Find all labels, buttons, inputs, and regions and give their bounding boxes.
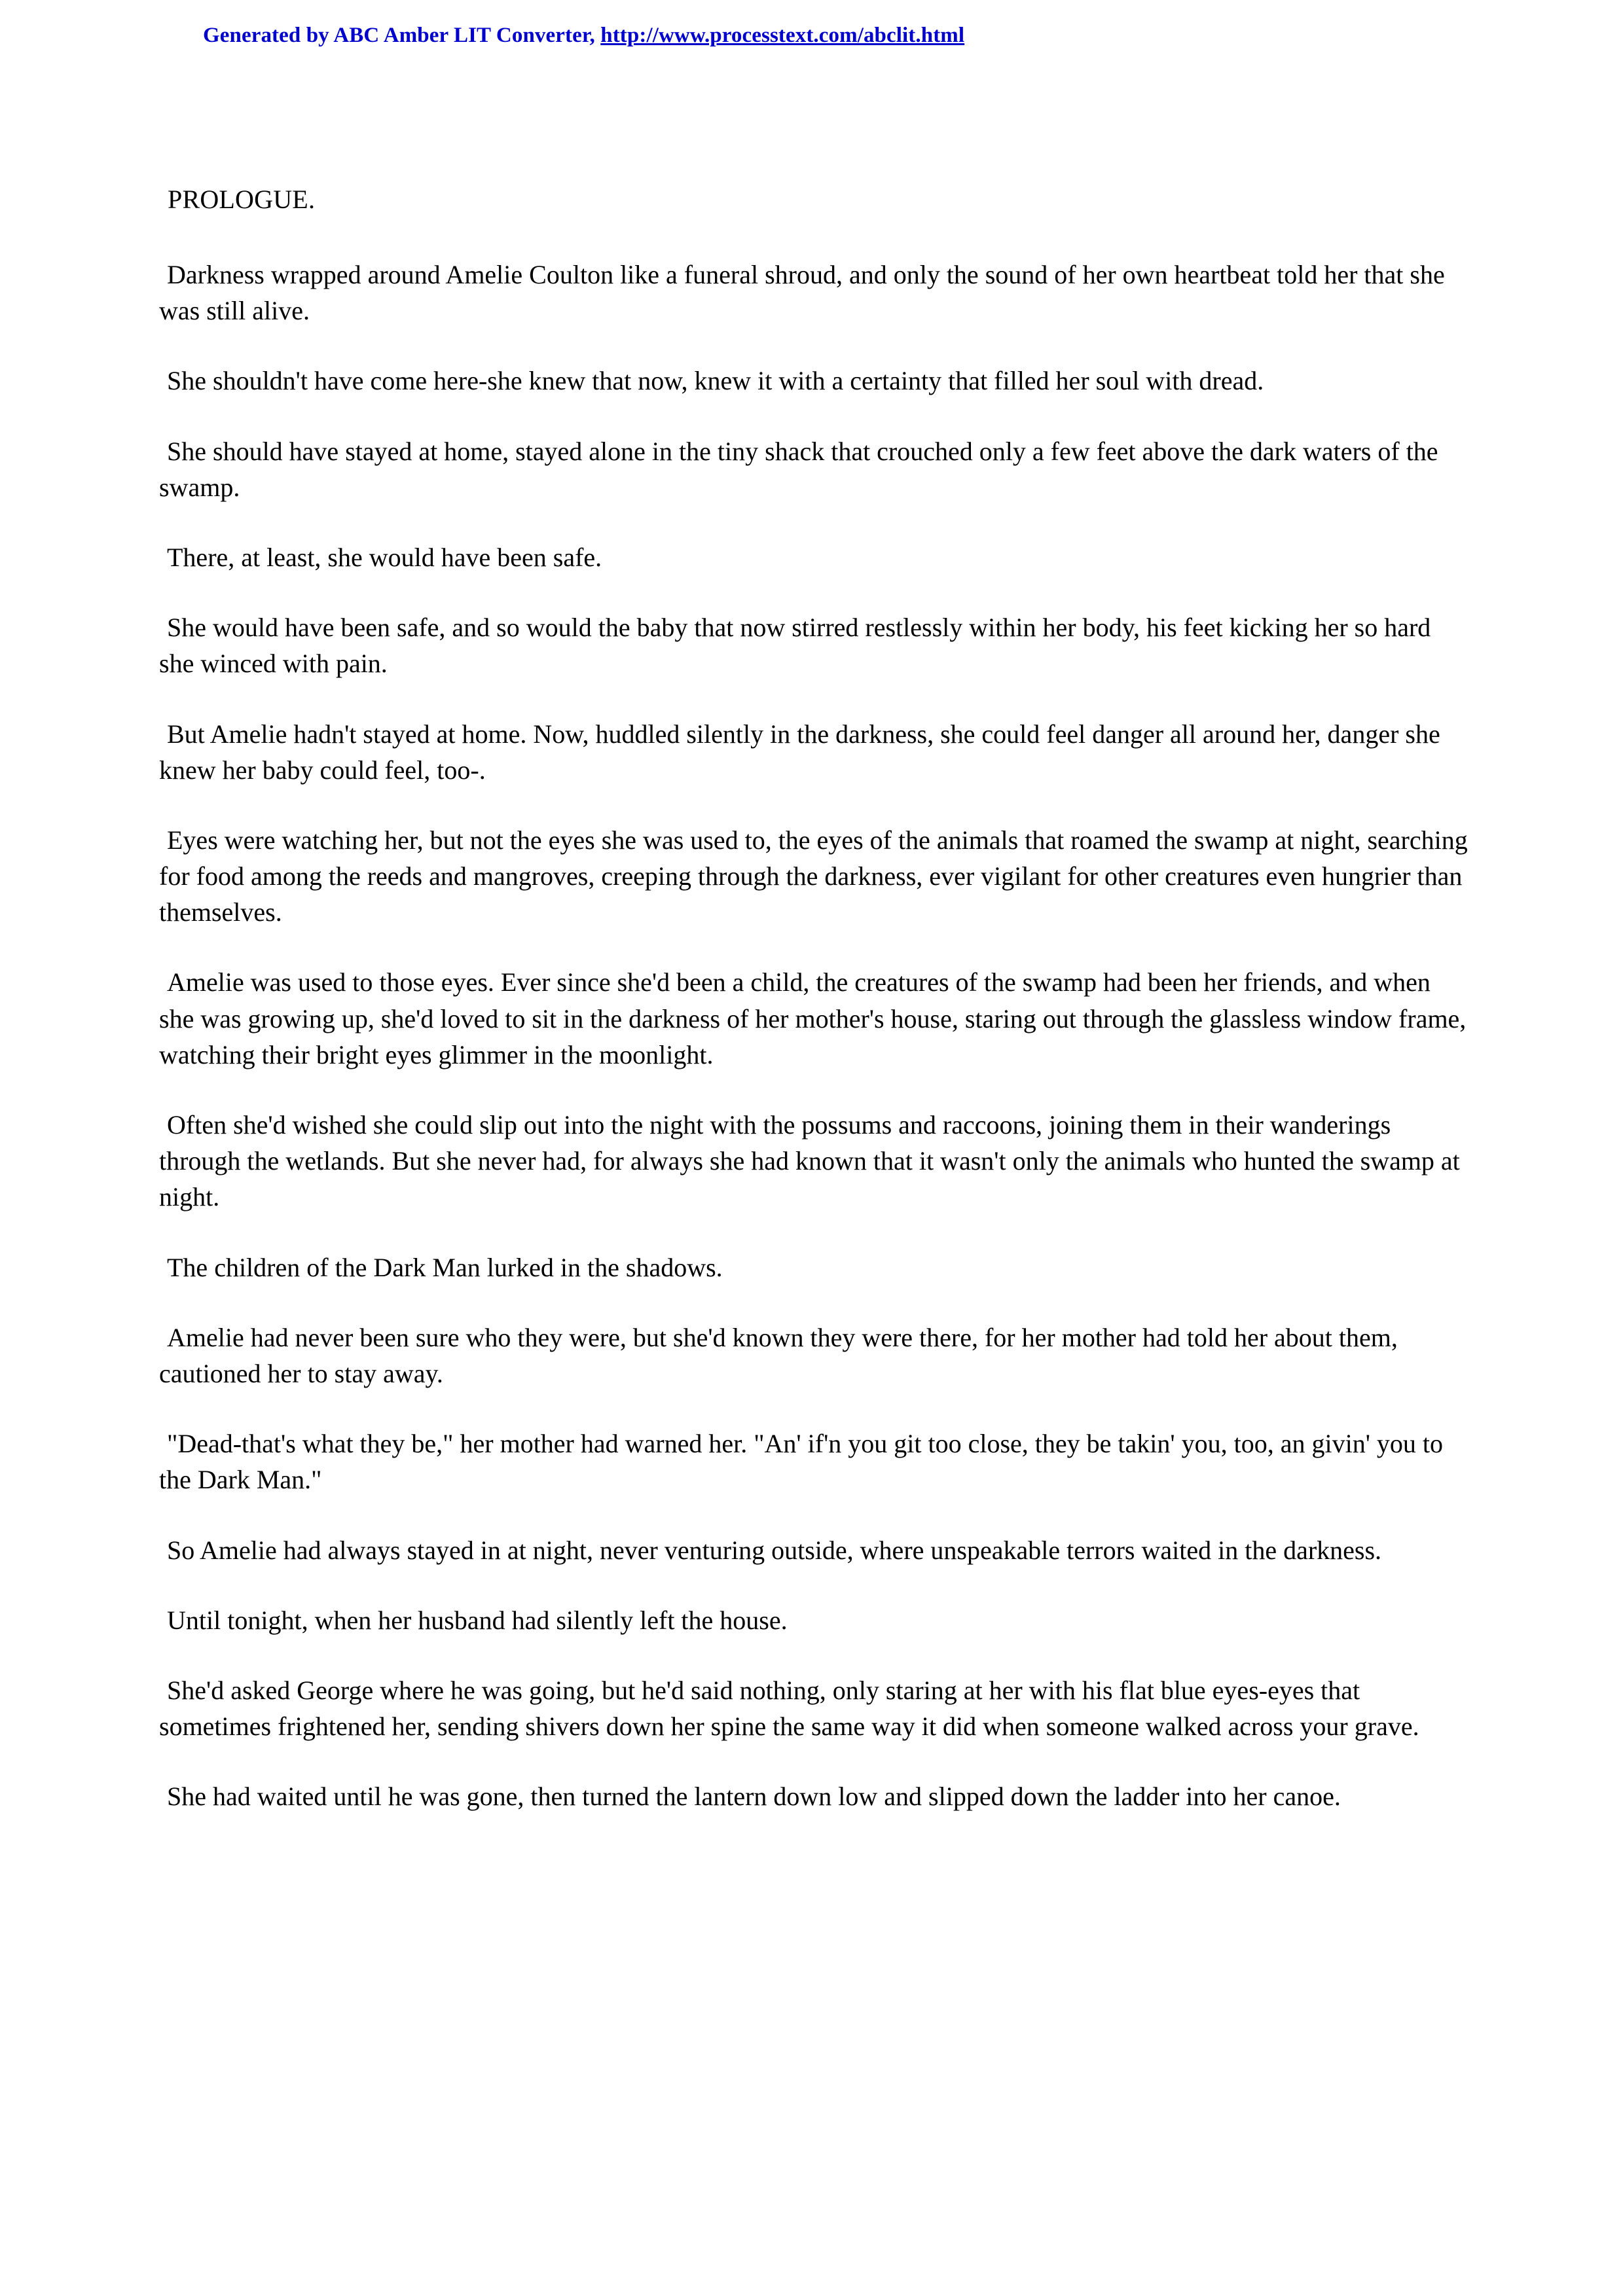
paragraph: Darkness wrapped around Amelie Coulton like a funeral shroud, and only the sound of her own heartbeat told her that she was still alive. bbox=[159, 260, 1445, 326]
paragraph: She should have stayed at home, stayed alone in the tiny shack that crouched only a few feet above the dark waters of the swamp. bbox=[159, 436, 1438, 502]
paragraph: She'd asked George where he was going, but he'd said nothing, only staring at her with his flat blue eyes-eyes that sometimes frightened her, sending shivers down her spine the same way it did when someone walked across your grave. bbox=[159, 1675, 1419, 1742]
paragraph: Often she'd wished she could slip out into the night with the possums and raccoons, joining them in their wanderings through the wetlands. But she never had, for always she had known that it wasn't only the animals who hunted the swamp at night. bbox=[159, 1110, 1460, 1212]
paragraph: Eyes were watching her, but not the eyes she was used to, the eyes of the animals that roamed the swamp at night, searching for food among the reeds and mangroves, creeping through the darkness, ever vigilant for other creatures even hungrier than themselves. bbox=[159, 825, 1468, 927]
document-body bbox=[159, 183, 1468, 1814]
converter-watermark-url[interactable]: http://www.processtext.com/abclit.html bbox=[600, 24, 965, 47]
paragraph: Amelie was used to those eyes. Ever since she'd been a child, the creatures of the swamp had been her friends, and when she was growing up, she'd loved to sit in the darkness of her mother's house, staring out through the glassless window frame, watching their bright eyes glimmer in the moonlight. bbox=[159, 967, 1467, 1069]
paragraph: She would have been safe, and so would the baby that now stirred restlessly within her body, his feet kicking her so hard she winced with pain. bbox=[159, 613, 1431, 679]
paragraph: She shouldn't have come here-she knew that now, knew it with a certainty that filled her soul with dread. bbox=[167, 366, 1264, 396]
paragraph: "Dead-that's what they be," her mother had warned her. "An' if'n you git too close, they be takin' you, too, an givin' you to the Dark Man." bbox=[159, 1429, 1444, 1495]
converter-watermark-link[interactable] bbox=[203, 24, 964, 48]
paragraph: Until tonight, when her husband had silently left the house. bbox=[167, 1605, 788, 1635]
paragraph: The children of the Dark Man lurked in the shadows. bbox=[167, 1252, 723, 1282]
paragraph-list bbox=[159, 257, 1468, 1814]
paragraph: So Amelie had always stayed in at night, never venturing outside, where unspeakable terrors waited in the darkness. bbox=[167, 1535, 1382, 1565]
paragraph: Amelie had never been sure who they were, but she'd known they were there, for her mother had told her about them, cautioned her to stay away. bbox=[159, 1322, 1398, 1388]
paragraph: But Amelie hadn't stayed at home. Now, huddled silently in the darkness, she could feel danger all around her, danger she knew her baby could feel, too-. bbox=[159, 719, 1440, 785]
chapter-title: PROLOGUE. bbox=[168, 185, 316, 214]
paragraph: There, at least, she would have been safe. bbox=[167, 542, 602, 572]
converter-watermark-prefix: Generated by ABC Amber LIT Converter, bbox=[203, 24, 601, 47]
paragraph: She had waited until he was gone, then turned the lantern down low and slipped down the ladder into her canoe. bbox=[167, 1782, 1341, 1812]
